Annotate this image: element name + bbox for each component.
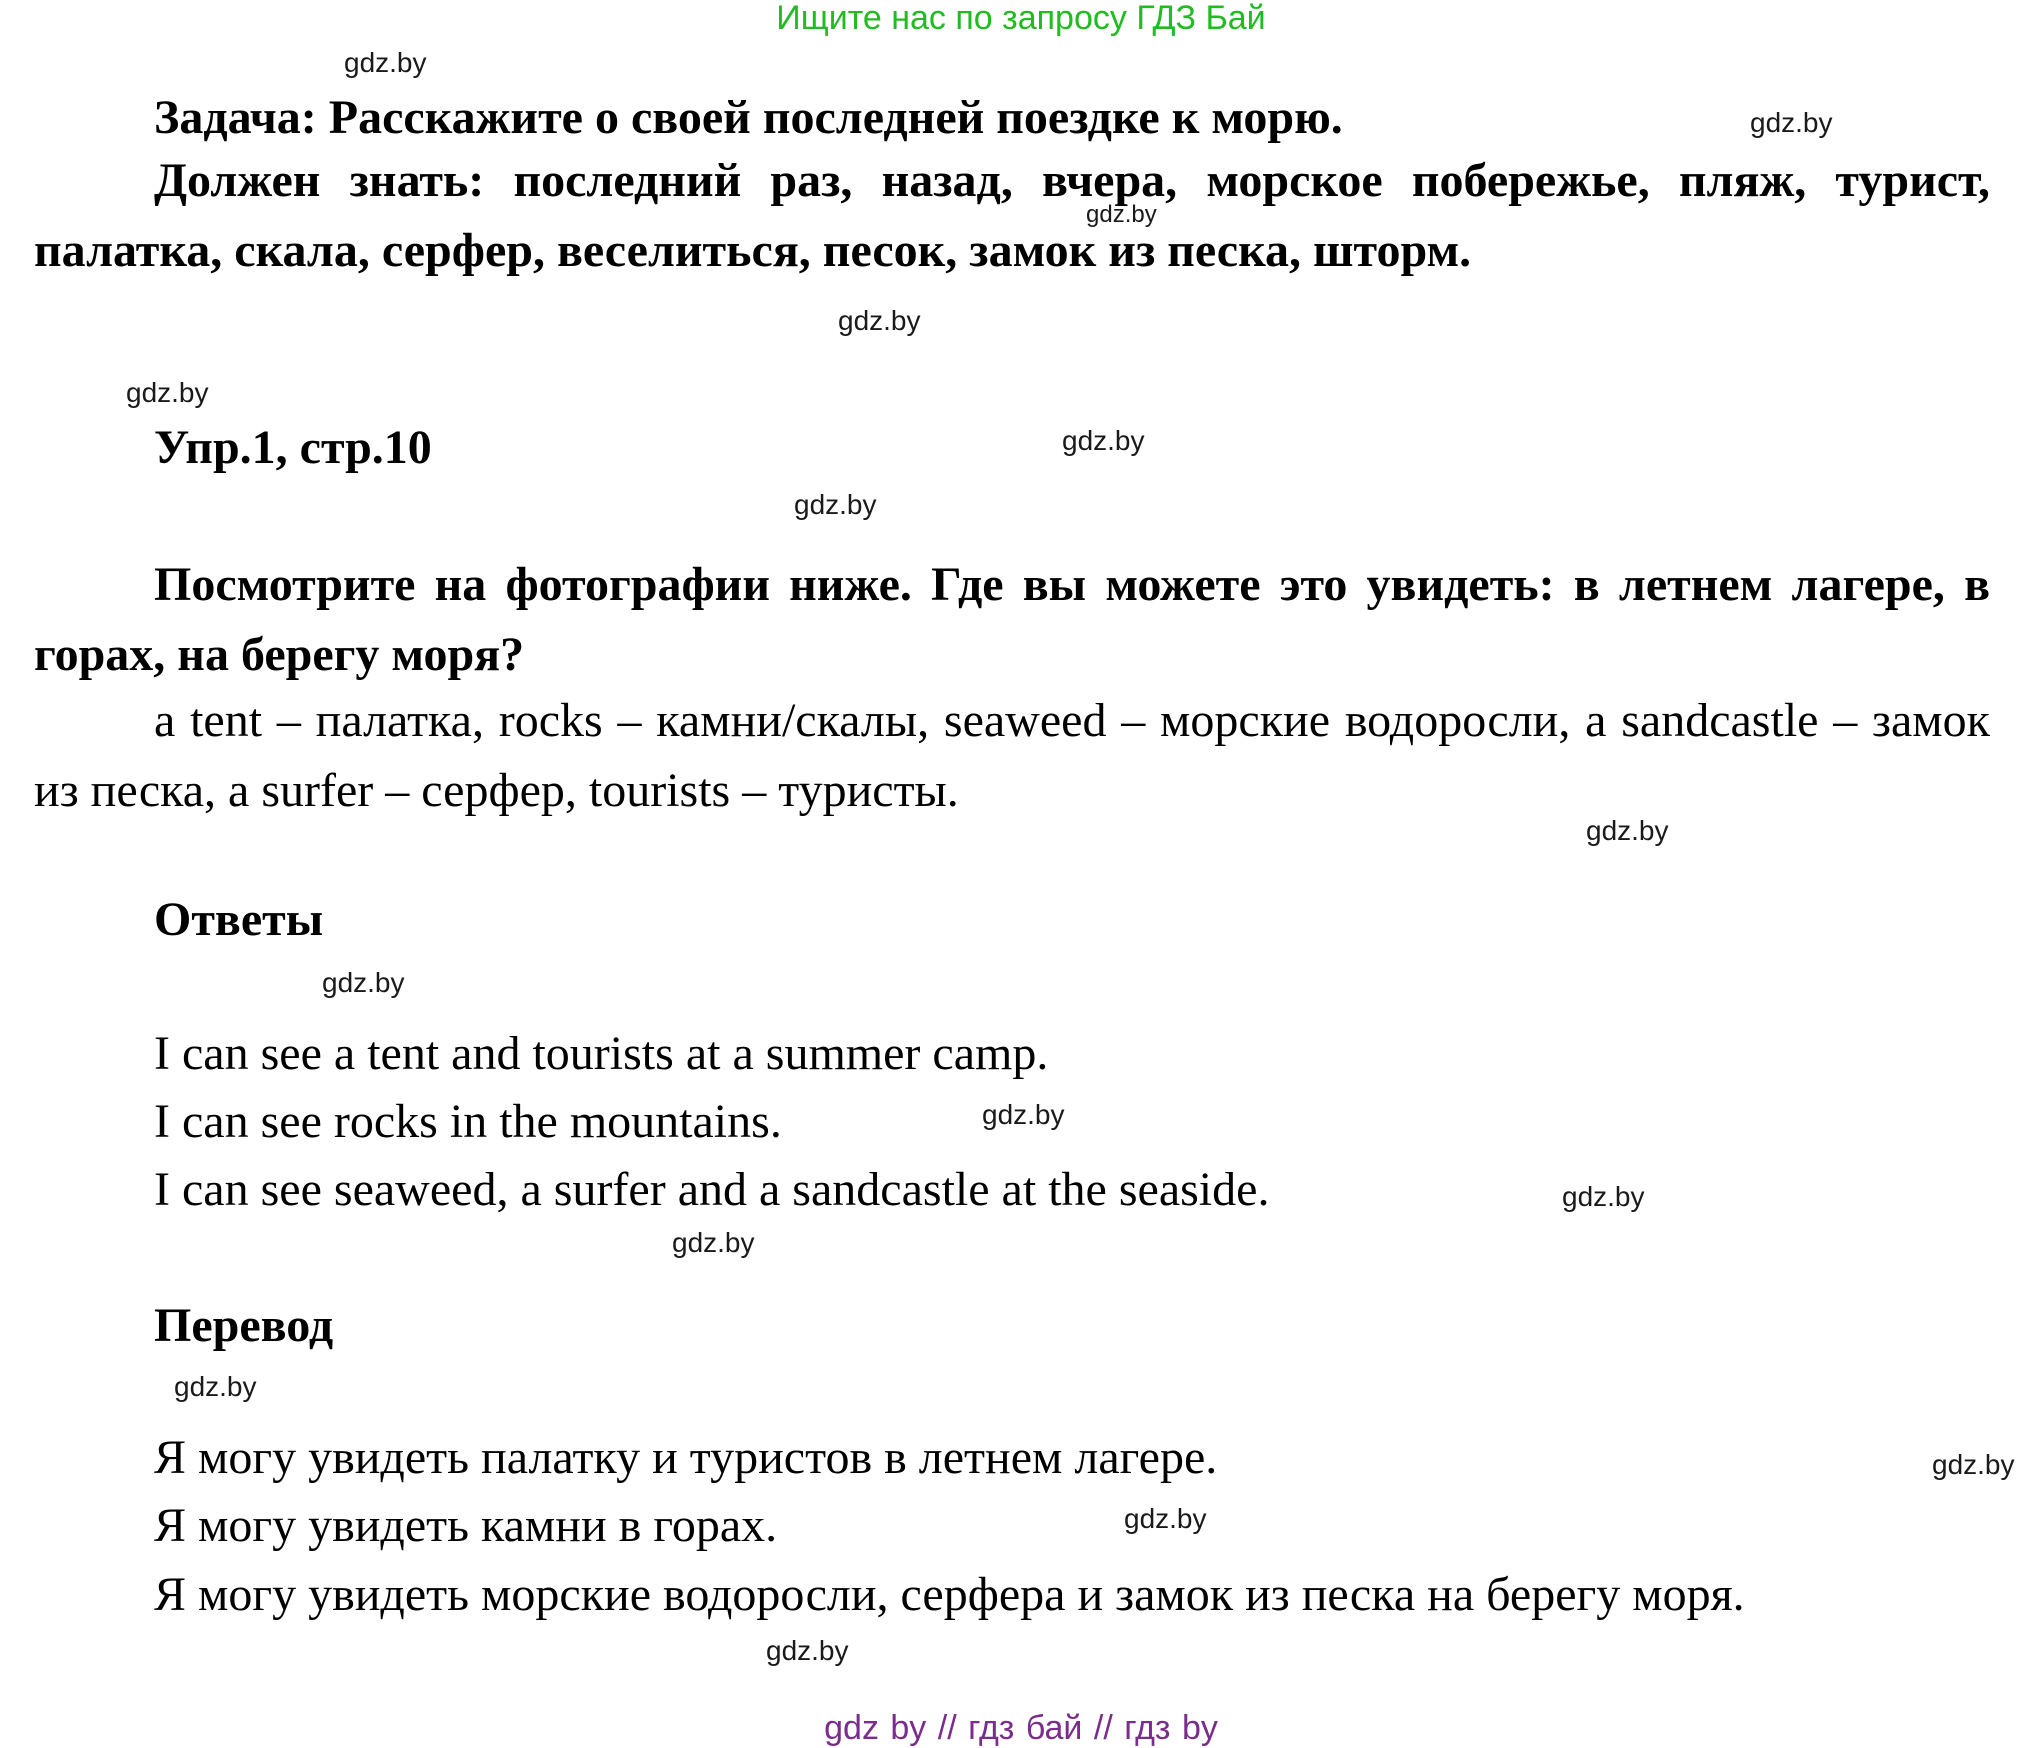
watermark: gdz.by: [1086, 201, 1157, 228]
translation-line: Я могу увидеть палатку и туристов в летнем лагере.: [154, 1431, 1218, 1484]
watermark: gdz.by: [1124, 1503, 1207, 1534]
answers-heading: Ответы: [154, 893, 324, 946]
task-heading: Задача: Расскажите о своей последней поездке к морю.: [154, 91, 1343, 144]
footer-links: gdz by // гдз бай // гдз by: [824, 1709, 1218, 1747]
translation-line: Я могу увидеть морские водоросли, серфера и замок из песка на берегу моря.: [154, 1568, 1745, 1621]
watermark: gdz.by: [766, 1635, 849, 1666]
watermark: gdz.by: [1586, 815, 1669, 846]
vocabulary-paragraph: a tent – палатка, rocks – камни/скалы, seaweed – морские водоросли, a sandcastle – замок из песка, a surfer – серфер, tourists – туристы.: [34, 694, 1990, 817]
watermark: gdz.by: [344, 47, 427, 78]
answer-line: I can see a tent and tourists at a summer camp.: [154, 1027, 1049, 1080]
watermark: gdz.by: [1932, 1449, 2015, 1480]
translation-line: Я могу увидеть камни в горах.: [154, 1499, 778, 1552]
watermark: gdz.by: [1750, 107, 1833, 138]
watermark: gdz.by: [672, 1227, 755, 1258]
watermark: gdz.by: [1062, 425, 1145, 456]
exercise-title: Упр.1, стр.10: [154, 421, 432, 474]
instruction-paragraph: Посмотрите на фотографии ниже. Где вы можете это увидеть: в летнем лагере, в горах, на берегу моря?: [34, 558, 1990, 681]
watermark: gdz.by: [794, 489, 877, 520]
watermark: gdz.by: [174, 1371, 257, 1402]
watermark: gdz.by: [1562, 1181, 1645, 1212]
top-banner: Ищите нас по запросу ГДЗ Бай: [776, 0, 1266, 37]
watermark: gdz.by: [126, 377, 209, 408]
must-know-paragraph: Должен знать: последний раз, назад, вчера, морское побережье, пляж, турист, палатка, скала, серфер, веселиться, песок, замок из песка, шторм.: [34, 154, 1990, 277]
answer-line: I can see rocks in the mountains.: [154, 1095, 782, 1148]
translation-heading: Перевод: [154, 1299, 334, 1352]
answer-line: I can see seaweed, a surfer and a sandcastle at the seaside.: [154, 1163, 1270, 1216]
watermark: gdz.by: [322, 967, 405, 998]
watermark: gdz.by: [838, 305, 921, 336]
watermark: gdz.by: [982, 1099, 1065, 1130]
